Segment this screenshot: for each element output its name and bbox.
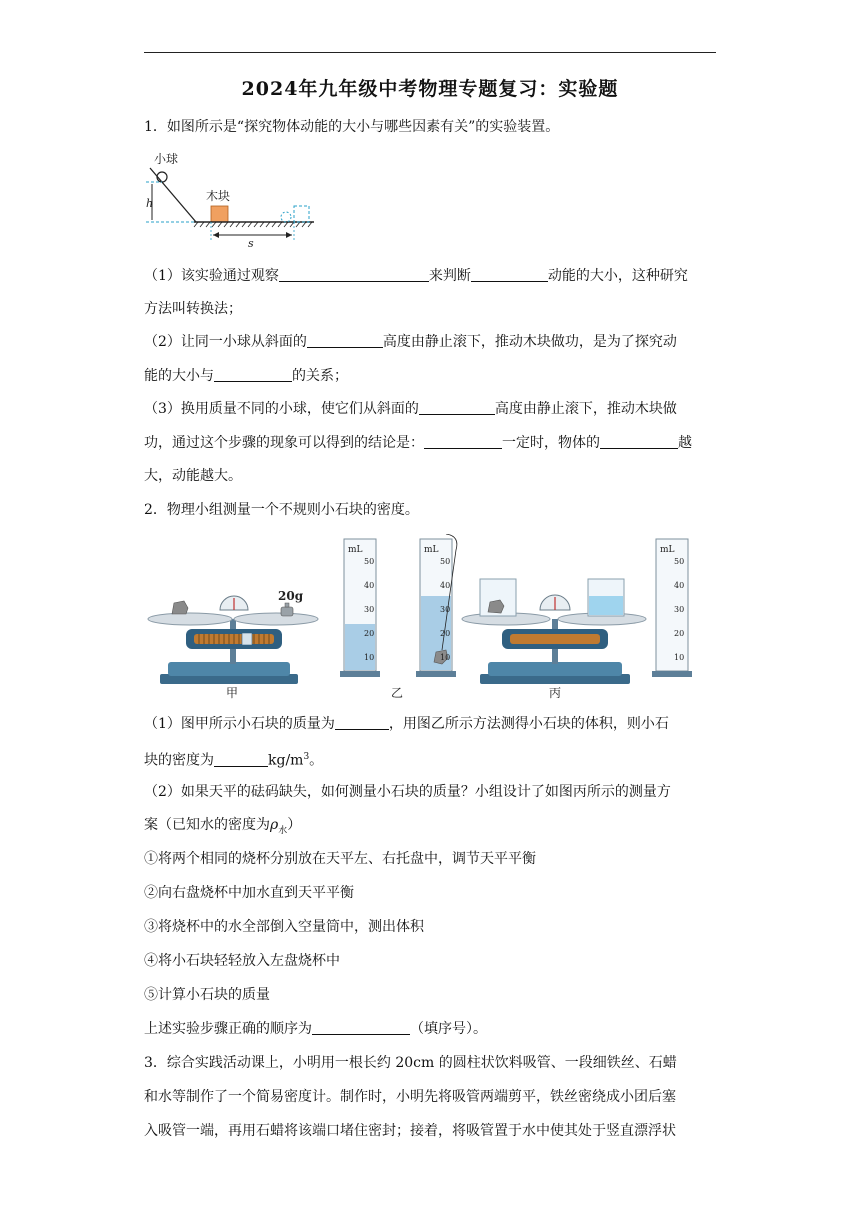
svg-text:40: 40 <box>674 581 685 590</box>
s-label: s <box>248 237 254 250</box>
answer-blank[interactable] <box>214 751 268 767</box>
q2-stem: 2．物理小组测量一个不规则小石块的密度。 <box>144 502 419 518</box>
answer-blank[interactable] <box>312 1019 410 1035</box>
label-bing: 丙 <box>549 686 562 700</box>
q2-part1-line1: （1）图甲所示小石块的质量为 ，用图乙所示方法测得小石块的体积，则小石 <box>144 716 669 732</box>
svg-text:10: 10 <box>674 653 685 662</box>
q1-part1-line2: 方法叫转换法； <box>144 301 242 317</box>
q2-order-line: 上述实验步骤正确的顺序为 （填序号）。 <box>144 1021 487 1037</box>
svg-text:10: 10 <box>364 653 375 662</box>
svg-text:40: 40 <box>440 581 451 590</box>
q2-step-3: ③将烧杯中的水全部倒入空量筒中，测出体积 <box>144 919 424 935</box>
q3-line3: 入吸管一端，再用石蜡将该端口堵住密封；接着，将吸管置于水中使其处于竖直漂浮状 <box>144 1123 676 1139</box>
q3-line1: 3．综合实践活动课上，小明用一根长约 20cm 的圆柱状饮料吸管、一段细铁丝、石蜡 <box>144 1055 677 1071</box>
q2-part1-line2: 块的密度为 $kg/m^3$。 <box>144 752 324 769</box>
svg-text:50: 50 <box>364 557 375 566</box>
answer-blank[interactable] <box>307 332 383 348</box>
svg-text:20: 20 <box>440 629 451 638</box>
label-jia: 甲 <box>226 686 239 700</box>
stone <box>488 600 504 613</box>
header-rule <box>144 52 716 53</box>
graduated-cylinder-2 <box>416 534 457 677</box>
weight-label: 20g <box>278 589 304 603</box>
balance-jia <box>148 589 318 684</box>
q2-step-1: ①将两个相同的烧杯分别放在天平左、右托盘中，调节天平平衡 <box>144 851 536 867</box>
stone <box>172 601 188 614</box>
block-label: 木块 <box>206 189 231 203</box>
graduated-cylinder-3 <box>652 539 692 677</box>
q2-figure <box>144 534 704 704</box>
q1-figure <box>144 150 324 250</box>
svg-text:mL: mL <box>660 545 675 555</box>
svg-text:50: 50 <box>440 557 451 566</box>
q2-part2-line1: （2）如果天平的砝码缺失，如何测量小石块的质量？小组设计了如图丙所示的测量方 <box>144 784 671 800</box>
q1-part3-line3: 大，动能越大。 <box>144 468 242 484</box>
ball-label: 小球 <box>154 152 179 166</box>
q2-step-4: ④将小石块轻轻放入左盘烧杯中 <box>144 953 340 969</box>
svg-text:30: 30 <box>674 605 685 614</box>
weight-20g <box>281 607 293 616</box>
q3-line2: 和水等制作了一个简易密度计。制作时，小明先将吸管两端剪平，铁丝密绕成小团后塞 <box>144 1089 676 1105</box>
answer-blank[interactable] <box>419 399 495 415</box>
svg-text:20: 20 <box>674 629 685 638</box>
answer-blank[interactable] <box>600 433 678 449</box>
answer-blank[interactable] <box>424 433 502 449</box>
svg-text:30: 30 <box>364 605 375 614</box>
q1-part3-line2: 功，通过这个步骤的现象可以得到的结论是： 一定时，物体的 越 <box>144 435 692 451</box>
h-label: h <box>146 197 154 210</box>
wood-block <box>211 206 228 222</box>
q2-part2-line2: 案（已知水的密度为$\rho_水$） <box>144 817 302 836</box>
svg-text:40: 40 <box>364 581 375 590</box>
answer-blank[interactable] <box>335 714 389 730</box>
answer-blank[interactable] <box>471 266 548 282</box>
q1-part3-line1: （3）换用质量不同的小球，使它们从斜面的 高度由静止滚下，推动木块做 <box>144 401 677 417</box>
svg-text:mL: mL <box>424 545 439 555</box>
answer-blank[interactable] <box>214 366 292 382</box>
slope <box>150 168 196 222</box>
svg-text:20: 20 <box>364 629 375 638</box>
svg-text:10: 10 <box>440 653 451 662</box>
svg-text:mL: mL <box>348 545 363 555</box>
answer-blank[interactable] <box>279 266 429 282</box>
label-yi: 乙 <box>391 686 404 700</box>
q1-part2-line1: （2）让同一小球从斜面的 高度由静止滚下，推动木块做功，是为了探究动 <box>144 334 677 350</box>
svg-text:50: 50 <box>674 557 685 566</box>
q1-part1-line1: （1）该实验通过观察 来判断 动能的大小，这种研究 <box>144 268 688 284</box>
svg-text:30: 30 <box>440 605 451 614</box>
q2-step-5: ⑤计算小石块的质量 <box>144 987 270 1003</box>
q1-stem: 1．如图所示是“探究物体动能的大小与哪些因素有关”的实验装置。 <box>144 119 560 135</box>
balance-bing <box>462 579 646 684</box>
q2-step-2: ②向右盘烧杯中加水直到天平平衡 <box>144 885 354 901</box>
page-title: 2024年九年级中考物理专题复习：实验题 <box>241 78 619 100</box>
q1-part2-line2: 能的大小与 的关系； <box>144 368 348 384</box>
graduated-cylinder-1 <box>340 539 380 677</box>
